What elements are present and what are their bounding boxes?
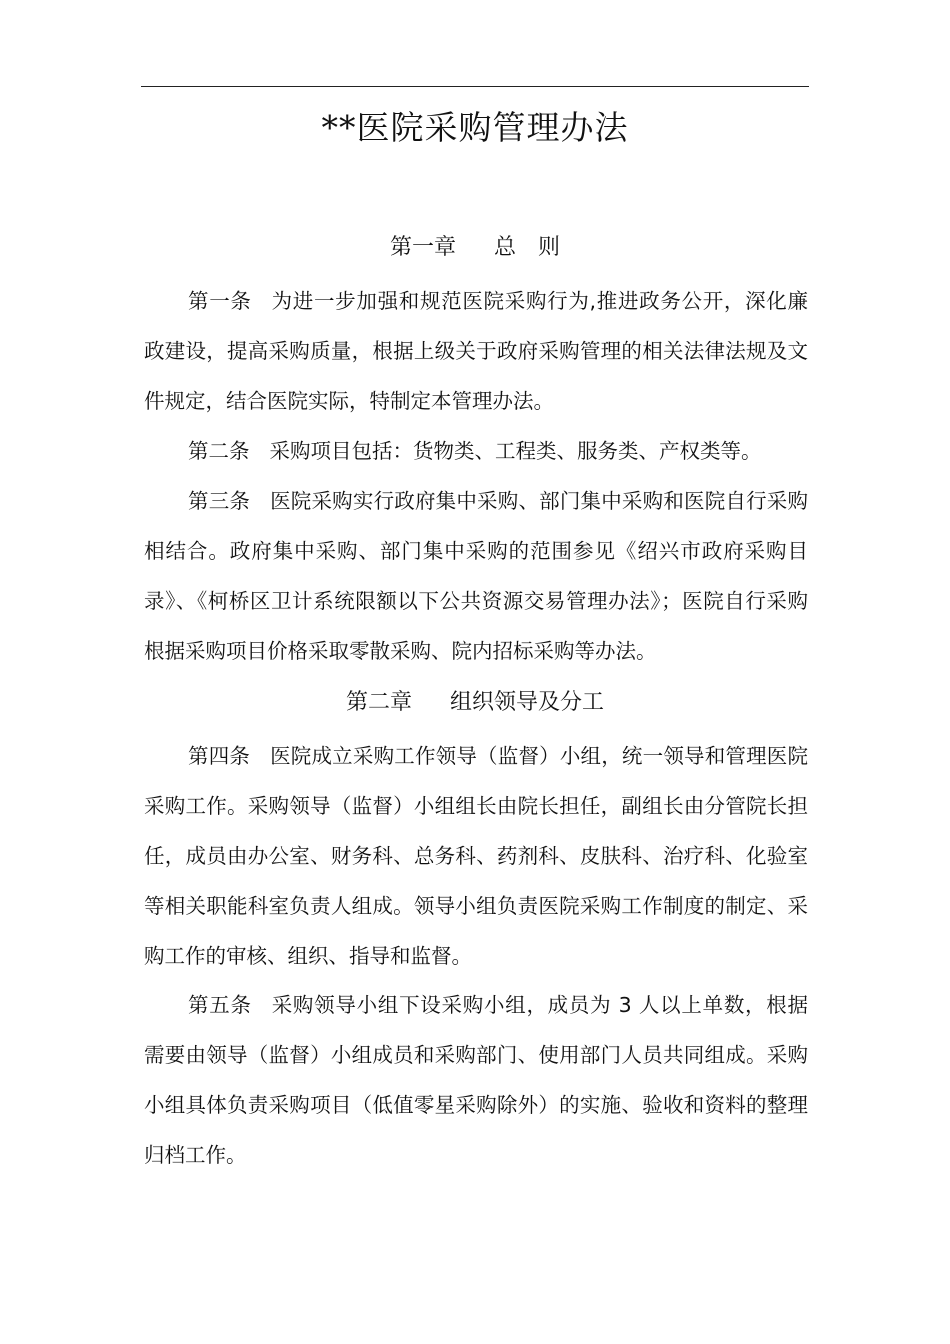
chapter-name: 组织领导及分工	[450, 690, 605, 715]
article-text: 采购项目包括：货物类、工程类、服务类、产权类等。	[269, 439, 762, 463]
article-text: 为进一步加强和规范医院采购行为,推进政务公开，深化廉政建设，提高采购质量，根据上级关于政府采购管理的相关法律法规及文件规定，结合医院实际，特制定本管理办法。	[144, 289, 809, 413]
article-4	[144, 731, 808, 981]
chapter-name: 总 则	[494, 235, 561, 260]
article-number: 第二条	[188, 439, 250, 463]
header-rule	[141, 86, 809, 87]
article-text: 采购领导小组下设采购小组，成员为 3 人以上单数，根据需要由领导（监督）小组成员和采购部门、使用部门人员共同组成。采购小组具体负责采购项目（低值零星采购除外）的实施、验收和资料的整理归档工作。	[144, 993, 809, 1167]
document-title: **医院采购管理办法	[321, 108, 629, 147]
chapter-heading-2	[141, 688, 809, 718]
article-1	[144, 276, 808, 426]
article-text: 医院采购实行政府集中采购、部门集中采购和医院自行采购相结合。政府集中采购、部门集中采购的范围参见《绍兴市政府采购目录》、《柯桥区卫计系统限额以下公共资源交易管理办法》；医院自行采购根据采购项目价格采取零散采购、院内招标采购等办法。	[144, 489, 809, 663]
article-2	[144, 426, 808, 476]
article-3	[144, 476, 808, 676]
article-text: 医院成立采购工作领导（监督）小组，统一领导和管理医院采购工作。采购领导（监督）小组组长由院长担任，副组长由分管院长担任，成员由办公室、财务科、总务科、药剂科、皮肤科、治疗科、化验室等相关职能科室负责人组成。领导小组负责医院采购工作制度的制定、采购工作的审核、组织、指导和监督。	[144, 744, 809, 968]
article-number: 第四条	[188, 744, 251, 768]
article-number: 第五条	[188, 993, 252, 1017]
article-number: 第三条	[188, 489, 251, 513]
chapter-heading-1	[141, 233, 809, 263]
article-number: 第一条	[188, 289, 252, 313]
chapter-number: 第二章	[345, 690, 412, 715]
article-5	[144, 980, 808, 1180]
chapter-number: 第一章	[389, 235, 456, 260]
